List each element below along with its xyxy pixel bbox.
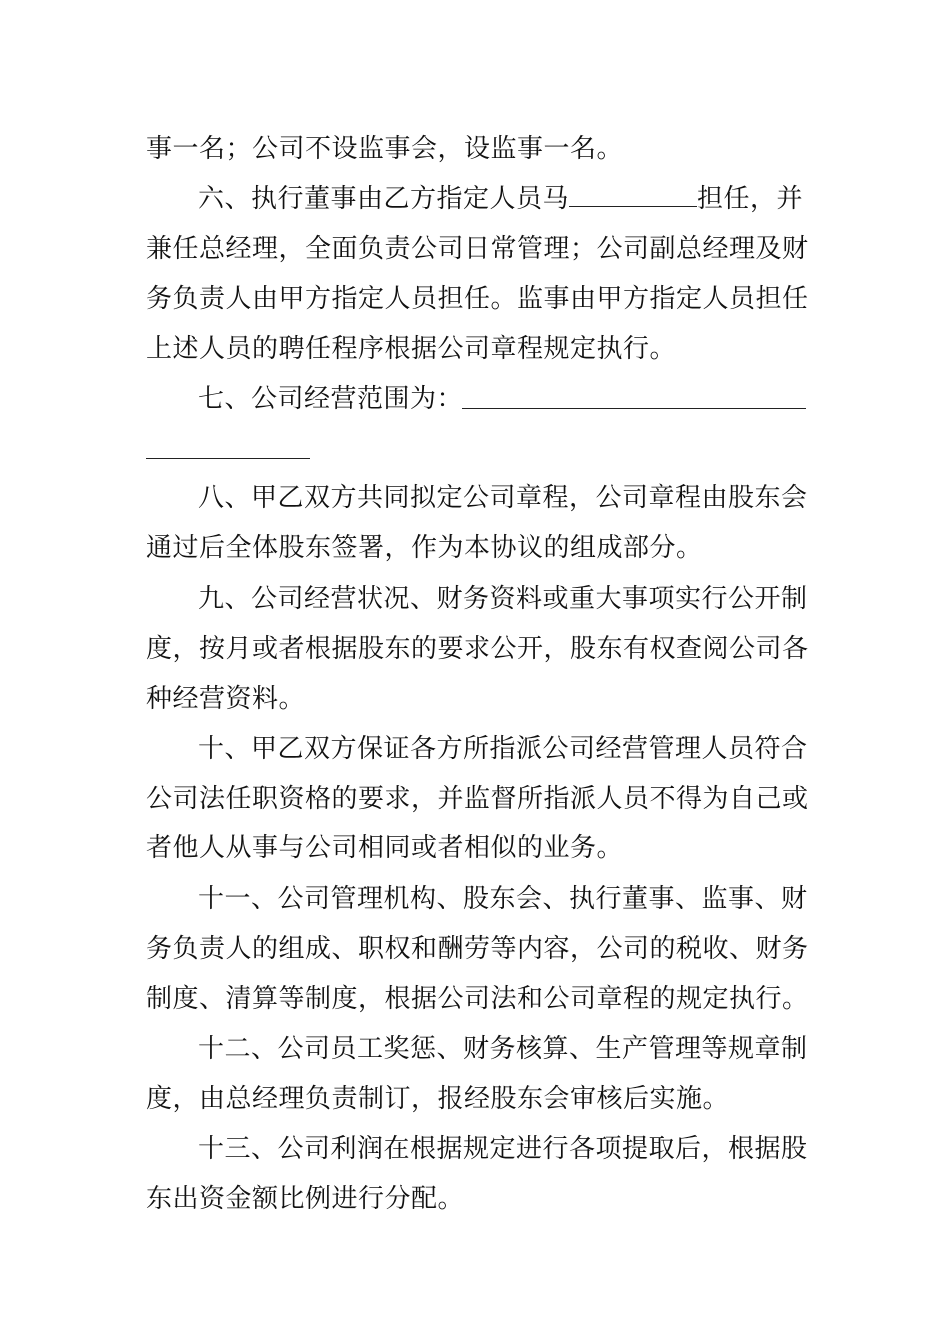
text-line: 度，按月或者根据股东的要求公开，股东有权查阅公司各 — [146, 634, 809, 664]
text-line: 八、甲乙双方共同拟定公司章程，公司章程由股东会 — [198, 483, 808, 513]
text-line: 十、甲乙双方保证各方所指派公司经营管理人员符合 — [198, 734, 808, 764]
text-line: 者他人从事与公司相同或者相似的业务。 — [146, 833, 624, 863]
clause-6-text-tail: 担任，并 — [697, 184, 804, 214]
business-scope-blank-line — [462, 408, 806, 409]
text-line: 务负责人由甲方指定人员担任。监事由甲方指定人员担任 — [146, 284, 809, 314]
text-line: 九、公司经营状况、财务资料或重大事项实行公开制 — [198, 584, 808, 614]
text-line: 东出资金额比例进行分配。 — [146, 1184, 465, 1214]
clause-6-text: 六、执行董事由乙方指定人员马 — [198, 184, 570, 214]
text-line: 兼任总经理，全面负责公司日常管理；公司副总经理及财 — [146, 234, 809, 264]
text-line: 十二、公司员工奖惩、财务核算、生产管理等规章制 — [198, 1034, 808, 1064]
clause-6-first-line — [198, 179, 806, 219]
clause-7-label: 七、公司经营范围为： — [198, 384, 464, 414]
text-line: 公司法任职资格的要求，并监督所指派人员不得为自己或 — [146, 784, 809, 814]
name-blank-field — [569, 180, 697, 207]
text-line: 通过后全体股东签署，作为本协议的组成部分。 — [146, 533, 703, 563]
text-line: 度，由总经理负责制订，报经股东会审核后实施。 — [146, 1084, 730, 1114]
text-line: 务负责人的组成、职权和酬劳等内容，公司的税收、财务 — [146, 934, 809, 964]
business-scope-blank-line-continued — [146, 458, 310, 459]
text-line: 上述人员的聘任程序根据公司章程规定执行。 — [146, 334, 677, 364]
text-line: 十三、公司利润在根据规定进行各项提取后，根据股 — [198, 1134, 808, 1164]
text-line: 十一、公司管理机构、股东会、执行董事、监事、财 — [198, 884, 808, 914]
text-line: 事一名；公司不设监事会，设监事一名。 — [146, 134, 624, 164]
text-line: 种经营资料。 — [146, 684, 306, 714]
text-line: 制度、清算等制度，根据公司法和公司章程的规定执行。 — [146, 984, 809, 1014]
clause-7-line — [198, 379, 806, 419]
